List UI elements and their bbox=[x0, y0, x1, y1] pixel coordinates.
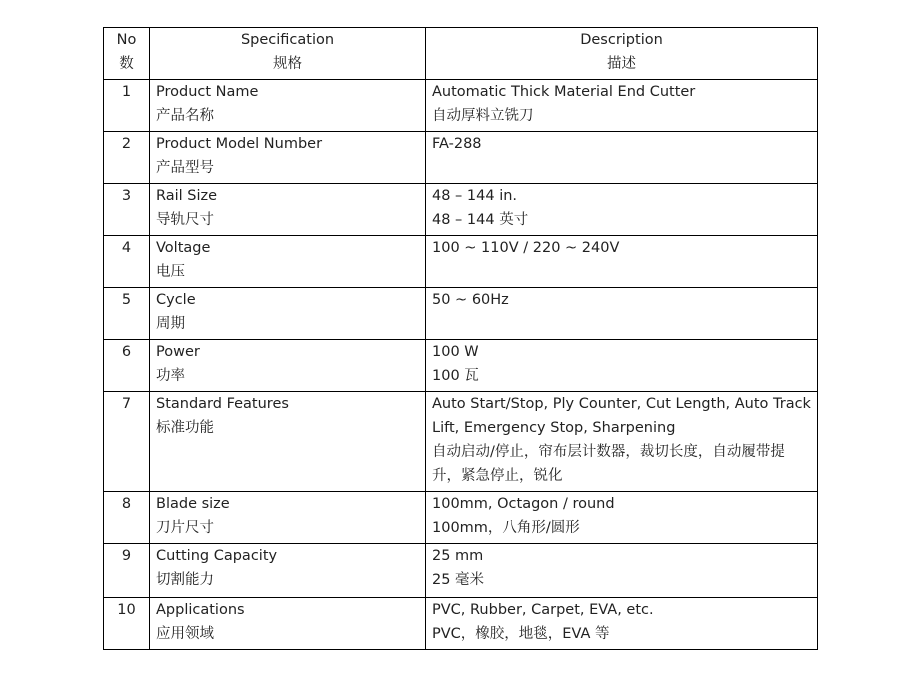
spec-en: Blade size bbox=[156, 496, 230, 512]
spec-en: Rail Size bbox=[156, 188, 218, 204]
spec-cell bbox=[150, 392, 426, 492]
spec-cn: 产品型号 bbox=[156, 160, 214, 176]
description-line: 100mm，八角形/圆形 bbox=[432, 520, 580, 536]
table-row bbox=[104, 598, 818, 650]
spec-cell bbox=[150, 598, 426, 650]
row-number: 3 bbox=[104, 184, 150, 236]
header-desc-en: Description bbox=[580, 32, 663, 48]
table-row bbox=[104, 544, 818, 598]
description-line: 48 – 144 in. bbox=[432, 188, 518, 204]
spec-cell bbox=[150, 544, 426, 598]
description-line: 50 ~ 60Hz bbox=[432, 292, 509, 308]
header-no bbox=[104, 28, 150, 80]
spec-cn: 功率 bbox=[156, 368, 185, 384]
row-number: 6 bbox=[104, 340, 150, 392]
spec-cell bbox=[150, 80, 426, 132]
spec-cn: 切割能力 bbox=[156, 572, 214, 588]
description-cell bbox=[426, 598, 818, 650]
header-no-en: No bbox=[116, 32, 137, 48]
spec-cell bbox=[150, 132, 426, 184]
description-cell bbox=[426, 492, 818, 544]
row-number: 7 bbox=[104, 392, 150, 492]
table-row bbox=[104, 392, 818, 492]
spec-cn: 刀片尺寸 bbox=[156, 520, 214, 536]
table-row bbox=[104, 236, 818, 288]
spec-cell bbox=[150, 184, 426, 236]
spec-cell bbox=[150, 340, 426, 392]
specification-table bbox=[103, 27, 818, 650]
spec-cell bbox=[150, 236, 426, 288]
description-line: 自动厚料立铣刀 bbox=[432, 108, 534, 124]
table-row bbox=[104, 492, 818, 544]
spec-en: Product Model Number bbox=[156, 136, 323, 152]
description-cell bbox=[426, 184, 818, 236]
spec-cn: 电压 bbox=[156, 264, 185, 280]
description-line: FA-288 bbox=[432, 136, 482, 152]
description-line: 100 瓦 bbox=[432, 368, 479, 384]
table-row bbox=[104, 80, 818, 132]
table-row bbox=[104, 184, 818, 236]
description-line: 100 W bbox=[432, 344, 479, 360]
row-number: 4 bbox=[104, 236, 150, 288]
row-number: 8 bbox=[104, 492, 150, 544]
row-number: 5 bbox=[104, 288, 150, 340]
spec-en: Voltage bbox=[156, 240, 211, 256]
description-cell bbox=[426, 340, 818, 392]
header-spec-en: Specification bbox=[240, 32, 335, 48]
row-number: 9 bbox=[104, 544, 150, 598]
spec-en: Standard Features bbox=[156, 396, 289, 412]
row-number: 2 bbox=[104, 132, 150, 184]
description-cell bbox=[426, 544, 818, 598]
spec-cn: 周期 bbox=[156, 316, 185, 332]
spec-cell bbox=[150, 492, 426, 544]
description-line: Automatic Thick Material End Cutter bbox=[432, 84, 696, 100]
spec-en: Applications bbox=[156, 602, 245, 618]
description-cell bbox=[426, 236, 818, 288]
description-line: 100 ~ 110V / 220 ~ 240V bbox=[432, 240, 620, 256]
header-specification bbox=[150, 28, 426, 80]
spec-cn: 导轨尺寸 bbox=[156, 212, 214, 228]
description-line: PVC, Rubber, Carpet, EVA, etc. bbox=[432, 602, 654, 618]
description-line: 25 毫米 bbox=[432, 572, 485, 588]
spec-en: Product Name bbox=[156, 84, 259, 100]
header-desc-cn: 描述 bbox=[607, 56, 636, 72]
header-no-cn: 数 bbox=[119, 56, 134, 72]
spec-cell bbox=[150, 288, 426, 340]
spec-cn: 标准功能 bbox=[156, 420, 214, 436]
description-line: 25 mm bbox=[432, 548, 484, 564]
description-line: 100mm, Octagon / round bbox=[432, 496, 615, 512]
spec-cn: 应用领域 bbox=[156, 626, 214, 642]
spec-cn: 产品名称 bbox=[156, 108, 214, 124]
table-row bbox=[104, 340, 818, 392]
description-line: 48 – 144 英寸 bbox=[432, 212, 529, 228]
spec-en: Cycle bbox=[156, 292, 196, 308]
description-cell bbox=[426, 288, 818, 340]
row-number: 10 bbox=[104, 598, 150, 650]
spec-en: Cutting Capacity bbox=[156, 548, 278, 564]
table-header-row bbox=[104, 28, 818, 80]
description-line: 自动启动/停止，帘布层计数器，裁切长度，自动履带提升，紧急停止，锐化 bbox=[432, 444, 785, 484]
description-line: Auto Start/Stop, Ply Counter, Cut Length, Auto Track Lift, Emergency Stop, Sharpening bbox=[432, 396, 811, 436]
row-number: 1 bbox=[104, 80, 150, 132]
header-description bbox=[426, 28, 818, 80]
description-cell bbox=[426, 392, 818, 492]
description-cell bbox=[426, 80, 818, 132]
spec-en: Power bbox=[156, 344, 200, 360]
description-line: PVC，橡胶，地毯，EVA 等 bbox=[432, 626, 610, 642]
description-cell bbox=[426, 132, 818, 184]
table-row bbox=[104, 288, 818, 340]
header-spec-cn: 规格 bbox=[273, 56, 302, 72]
table-row bbox=[104, 132, 818, 184]
